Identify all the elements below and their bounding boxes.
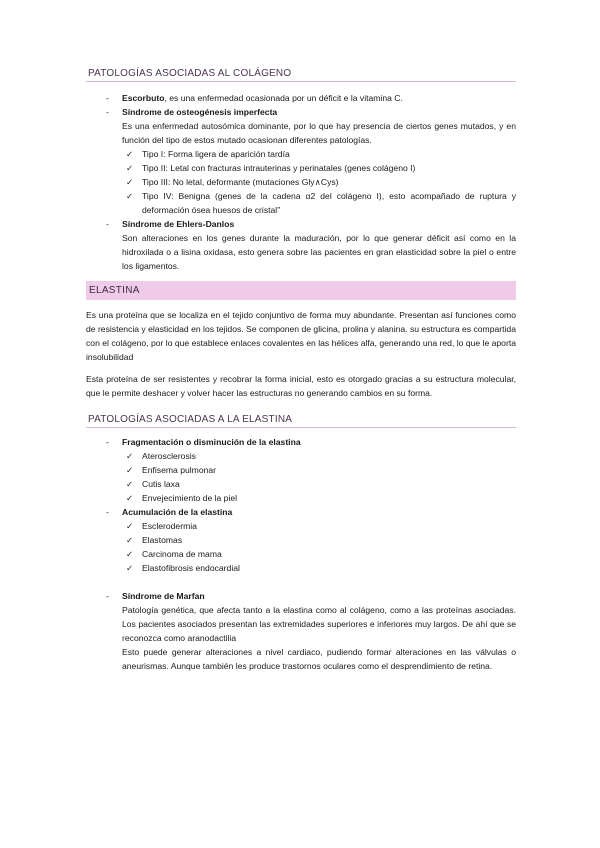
list-item-enfisema xyxy=(106,463,516,477)
osteogenesis-description: Es una enfermedad autosómica dominante, por lo que hay presencia de ciertos genes mutados, y en función del tipo de estos mutado ocasionan diferentes patologías. xyxy=(122,121,516,145)
section-heading-elastina: ELASTINA xyxy=(86,281,516,300)
list-item-osteogenesis xyxy=(86,105,516,147)
list-item-cutis-laxa xyxy=(106,477,516,491)
dash-bullet: - xyxy=(106,93,109,103)
term-acumulacion: Acumulación de la elastina xyxy=(122,507,233,517)
list-item-envejecimiento xyxy=(106,491,516,505)
check-icon: ✓ xyxy=(126,191,134,201)
list-item-marfan xyxy=(86,589,516,673)
elastina-pathology-list xyxy=(86,435,516,449)
list-item-type-3 xyxy=(106,175,516,189)
osteogenesis-types-list xyxy=(106,147,516,217)
list-item-escorbuto xyxy=(86,91,516,105)
elastina-paragraph-1: Es una proteína que se localiza en el tejido conjuntivo de forma muy abundante. Presentan así funciones como de resistencia y elasticidad en los tejidos. Se componen de glicina, prolina y alanina. su estructura es compartida con el colágeno, por lo que establece enlaces covalentes en las hélices alfa, generando una red, lo que le aporta insolubilidad xyxy=(86,310,516,362)
list-item-fragmentacion xyxy=(86,435,516,449)
elastina-pathology-list-marfan xyxy=(86,589,516,673)
acumulacion-items-list xyxy=(106,519,516,575)
term-marfan: Síndrome de Marfan xyxy=(122,591,205,601)
section-heading-elastina-pathologies: PATOLOGÍAS ASOCIADAS A LA ELASTINA xyxy=(86,414,516,428)
list-item-type-2 xyxy=(106,161,516,175)
type-4-text: Tipo IV: Benigna (genes de la cadena α2 del colágeno I), esto acompañado de ruptura y deformación ósea huesos de cristal” xyxy=(142,191,516,215)
check-icon: ✓ xyxy=(126,149,134,159)
item-text: Elastofibrosis endocardial xyxy=(142,563,240,573)
dash-bullet: - xyxy=(106,219,109,229)
list-item-ehlers-danlos xyxy=(86,217,516,273)
check-icon: ✓ xyxy=(126,163,134,173)
check-icon: ✓ xyxy=(126,549,134,559)
item-text: Enfisema pulmonar xyxy=(142,465,217,475)
colageno-pathology-list xyxy=(86,91,516,147)
term-fragmentacion: Fragmentación o disminución de la elastina xyxy=(122,437,301,447)
list-item-acumulacion xyxy=(86,505,516,519)
item-text: Envejecimiento de la piel xyxy=(142,493,238,503)
page-content xyxy=(86,68,516,673)
escorbuto-description: , es una enfermedad ocasionada por un déficit e la vitamina C. xyxy=(164,93,403,103)
item-text: Cutis laxa xyxy=(142,479,180,489)
term-ehlers-danlos: Síndrome de Ehlers-Danlos xyxy=(122,219,235,229)
colageno-pathology-list-continued xyxy=(86,217,516,273)
list-item-carcinoma xyxy=(106,547,516,561)
type-2-text: Tipo II: Letal con fracturas intrauterinas y perinatales (genes colágeno I) xyxy=(142,163,416,173)
list-item-elastofibrosis xyxy=(106,561,516,575)
elastina-pathology-list-acumulacion xyxy=(86,505,516,519)
dash-bullet: - xyxy=(106,107,109,117)
item-text: Aterosclerosis xyxy=(142,451,196,461)
elastina-paragraph-2: Esta proteína de ser resistentes y recobrar la forma inicial, esto es otorgado gracias a su estructura molecular, que le permite deshacer y volver hacer las estructuras no generando cambios en su forma. xyxy=(86,374,516,398)
section-heading-colageno-pathologies: PATOLOGÍAS ASOCIADAS AL COLÁGENO xyxy=(86,68,516,82)
list-item-esclerodermia xyxy=(106,519,516,533)
marfan-description-2: Esto puede generar alteraciones a nivel cardiaco, pudiendo formar alteraciones en las válvulas o aneurismas. Aunque también les produce trastornos oculares como el desprendimiento de retina. xyxy=(122,647,516,671)
check-icon: ✓ xyxy=(126,563,134,573)
list-item-elastomas xyxy=(106,533,516,547)
term-escorbuto: Escorbuto xyxy=(122,93,165,103)
fragmentacion-items-list xyxy=(106,449,516,505)
term-osteogenesis: Síndrome de osteogénesis imperfecta xyxy=(122,107,278,117)
dash-bullet: - xyxy=(106,507,109,517)
list-item-type-1 xyxy=(106,147,516,161)
check-icon: ✓ xyxy=(126,479,134,489)
check-icon: ✓ xyxy=(126,521,134,531)
check-icon: ✓ xyxy=(126,465,134,475)
check-icon: ✓ xyxy=(126,493,134,503)
dash-bullet: - xyxy=(106,591,109,601)
type-1-text: Tipo I: Forma ligera de aparición tardía xyxy=(142,149,290,159)
item-text: Carcinoma de mama xyxy=(142,549,222,559)
check-icon: ✓ xyxy=(126,177,134,187)
list-item-type-4 xyxy=(106,189,516,217)
check-icon: ✓ xyxy=(126,535,134,545)
list-item-aterosclerosis xyxy=(106,449,516,463)
type-3-text: Tipo III: No letal, deformante (mutaciones Gly∧Cys) xyxy=(142,177,339,187)
dash-bullet: - xyxy=(106,437,109,447)
item-text: Elastomas xyxy=(142,535,183,545)
ehlers-danlos-description: Son alteraciones en los genes durante la maduración, por lo que generar déficit así como en la hidroxilada o a lisina oxidasa, esto genera sobre las pacientes en gran elasticidad sobre la piel o entre los ligamentos. xyxy=(122,233,516,271)
item-text: Esclerodermia xyxy=(142,521,197,531)
marfan-description-1: Patología genética, que afecta tanto a la elastina como al colágeno, como a las proteínas asociadas. Los pacientes asociados presentan las extremidades superiores e inferiores muy largos. De ahí que se reconozca como aranodactilia xyxy=(122,605,516,643)
check-icon: ✓ xyxy=(126,451,134,461)
